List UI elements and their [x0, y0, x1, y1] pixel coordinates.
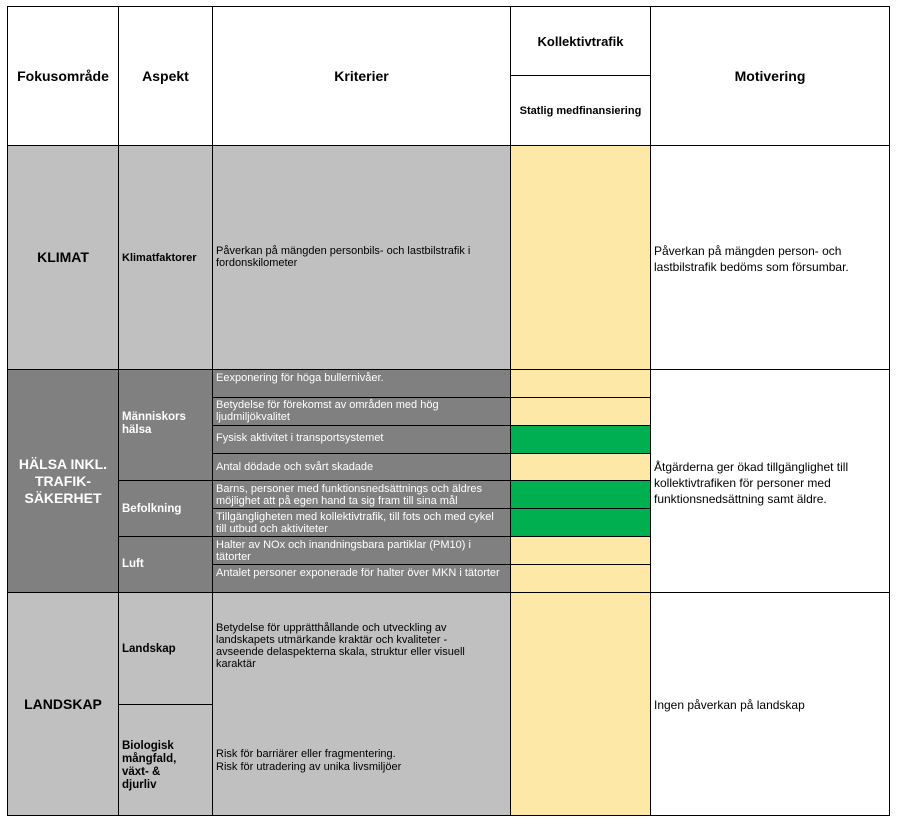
motivering-landskap: [650, 592, 890, 816]
criteria-bio-text-1: Risk för barriärer eller fragmentering.: [216, 748, 396, 760]
header-kollektivtrafik-label: Kollektivtrafik: [537, 33, 624, 49]
rating-klimat: [510, 145, 651, 370]
focus-klimat-label: KLIMAT: [37, 249, 89, 265]
aspect-klimatfaktorer: [118, 145, 213, 370]
motivering-halsa: [650, 369, 890, 593]
rating-halsa-1: [510, 369, 651, 398]
aspect-luft-label: Luft: [122, 558, 144, 570]
criteria-halsa-1-text: Eexponering för höga bullernivåer.: [216, 372, 384, 384]
criteria-bio-text-2: Risk för utradering av unika livsmiljöer: [216, 761, 402, 773]
focus-halsa: [7, 369, 119, 593]
aspect-biologisk-mangfald: [118, 704, 213, 816]
header-aspect: [118, 6, 213, 146]
header-kollektivtrafik: [510, 6, 651, 76]
motivering-halsa-text: Åtgärderna ger ökad tillgänglighet till kollektivtrafiken för personer med funktionsnedsättning samt äldre.: [654, 460, 849, 506]
header-statlig-label: Statlig medfinansiering: [519, 104, 642, 117]
rating-halsa-6: [510, 508, 651, 537]
criteria-halsa-6-text: Tillgängligheten med kollektivtrafik, till fots och med cykel till utbud och aktiviteter: [216, 511, 494, 535]
aspect-klimatfaktorer-label: Klimatfaktorer: [122, 252, 197, 264]
header-motivering: [650, 6, 890, 146]
focus-halsa-label: HÄLSA INKL. TRAFIK-SÄKERHET: [18, 455, 108, 506]
rating-landskap: [510, 592, 651, 816]
criteria-halsa-5: [212, 480, 511, 509]
criteria-klimat: [212, 145, 511, 370]
header-motivering-label: Motivering: [734, 68, 806, 84]
aspect-landskap: [118, 592, 213, 705]
motivering-klimat-text: Påverkan på mängden person- och lastbilstrafik bedöms som försumbar.: [654, 244, 849, 274]
aspect-manniskors-halsa-label: Människors hälsa: [122, 411, 186, 436]
criteria-halsa-2: [212, 397, 511, 426]
header-statlig-medfinansiering: [510, 75, 651, 146]
aspect-bio-label: Biologisk mångfald, växt- & djurliv: [122, 740, 177, 791]
rating-halsa-7: [510, 536, 651, 565]
aspect-luft: [118, 536, 213, 593]
focus-klimat: [7, 145, 119, 370]
criteria-halsa-5-text: Barns, personer med funktionsnedsättnings och äldres möjlighet att på egen hand ta sig fram till sina mål: [216, 483, 482, 507]
motivering-landskap-text: Ingen påverkan på landskap: [654, 698, 805, 712]
rating-halsa-4: [510, 453, 651, 481]
criteria-landskap-text: Betydelse för upprätthållande och utveckling av landskapets utmärkande kraktär och kvaliteter - avseende delaspekterna skala, struktur eller visuell karaktär: [216, 622, 465, 670]
header-focus-area: [7, 6, 119, 146]
aspect-manniskors-halsa: [118, 369, 213, 481]
criteria-halsa-4-text: Antal dödade och svårt skadade: [216, 461, 374, 473]
focus-landskap: [7, 592, 119, 816]
criteria-halsa-8: [212, 564, 511, 593]
criteria-halsa-8-text: Antalet personer exponerade för halter över MKN i tätorter: [216, 567, 500, 579]
aspect-landskap-label: Landskap: [122, 643, 176, 655]
criteria-halsa-7-text: Halter av NOx och inandningsbara partiklar (PM10) i tätorter: [216, 539, 471, 563]
header-focus-area-label: Fokusområde: [17, 68, 109, 84]
criteria-halsa-2-text: Betydelse för förekomst av områden med hög ljudmiljökvalitet: [216, 399, 439, 423]
criteria-halsa-7: [212, 536, 511, 565]
aspect-befolkning: [118, 480, 213, 537]
aspect-befolkning-label: Befolkning: [122, 503, 182, 515]
header-criteria: [212, 6, 511, 146]
header-aspect-label: Aspekt: [142, 68, 189, 84]
motivering-klimat: [650, 145, 890, 370]
criteria-landskap: [212, 592, 511, 816]
criteria-halsa-6: [212, 508, 511, 537]
criteria-halsa-3-text: Fysisk aktivitet i transportsystemet: [216, 432, 384, 444]
focus-landskap-label: LANDSKAP: [24, 695, 102, 712]
rating-halsa-3: [510, 425, 651, 454]
criteria-halsa-3: [212, 425, 511, 454]
rating-halsa-8: [510, 564, 651, 593]
criteria-klimat-text: Påverkan på mängden personbils- och lastbilstrafik i fordonskilometer: [216, 245, 471, 269]
rating-halsa-5: [510, 480, 651, 509]
criteria-halsa-4: [212, 453, 511, 481]
header-criteria-label: Kriterier: [334, 68, 389, 84]
rating-halsa-2: [510, 397, 651, 426]
criteria-halsa-1: [212, 369, 511, 398]
